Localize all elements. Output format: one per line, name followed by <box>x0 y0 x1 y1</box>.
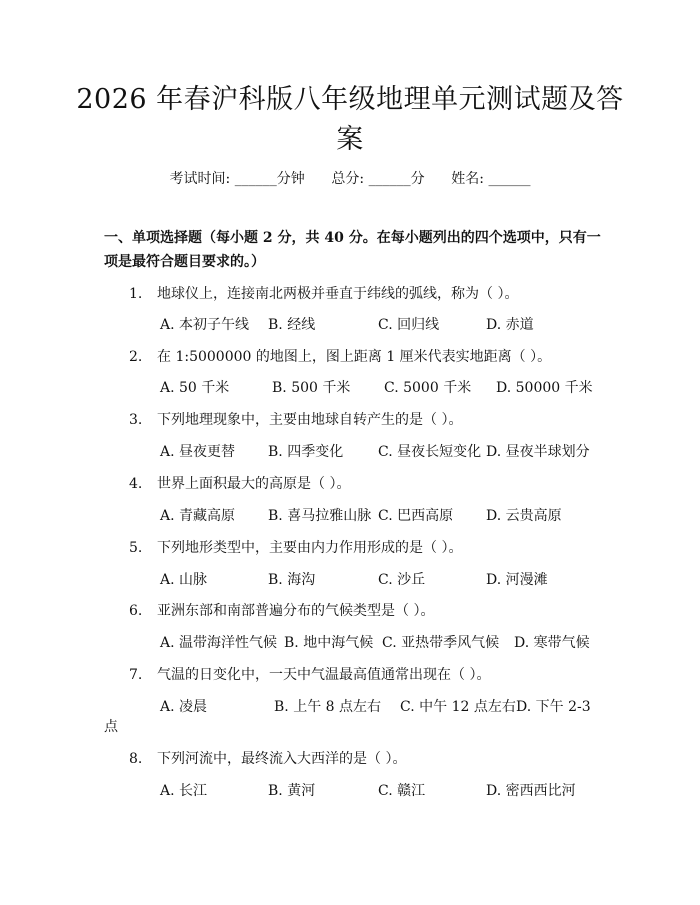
option-b[interactable]: B. 地中海气候 <box>284 635 374 651</box>
option-c[interactable]: C. 5000 千米 <box>384 380 472 396</box>
question-text: 世界上面积最大的高原是（ ）。 <box>157 476 351 492</box>
option-d[interactable]: D. 河漫滩 <box>486 572 548 588</box>
exam-meta: 考试时间: ______分钟 总分: ______分 姓名: ______ <box>169 171 531 187</box>
question-text: 下列河流中，最终流入大西洋的是（ ）。 <box>157 751 407 767</box>
option-a[interactable]: A. 凌晨 <box>160 699 208 715</box>
question-text: 亚洲东部和南部普遍分布的气候类型是（ ）。 <box>157 603 435 619</box>
question-text: 在 1:5000000 的地图上，图上距离 1 厘米代表实地距离（ ）。 <box>157 349 552 365</box>
option-b[interactable]: B. 黄河 <box>268 783 316 799</box>
title-line-2: 案 <box>336 124 364 155</box>
question-text: 气温的日变化中，一天中气温最高值通常出现在（ ）。 <box>157 667 491 683</box>
question-number: 6. <box>129 603 143 619</box>
title-line-1: 2026 年春沪科版八年级地理单元测试题及答 <box>76 84 624 115</box>
question-6 <box>129 600 434 620</box>
option-b[interactable]: B. 500 千米 <box>272 380 351 396</box>
option-b[interactable]: B. 经线 <box>268 317 316 333</box>
question-7 <box>129 664 490 684</box>
option-a[interactable]: A. 温带海洋性气候 <box>160 635 278 651</box>
option-d-wrap: 点 <box>104 719 118 735</box>
option-a[interactable]: A. 长江 <box>160 783 208 799</box>
question-number: 7. <box>129 667 143 683</box>
option-d[interactable]: D. 云贵高原 <box>486 508 562 524</box>
option-c[interactable]: C. 沙丘 <box>378 572 426 588</box>
option-d[interactable]: D. 寒带气候 <box>514 635 590 651</box>
question-text: 下列地理现象中，主要由地球自转产生的是（ ）。 <box>157 412 463 428</box>
question-text: 地球仪上，连接南北两极并垂直于纬线的弧线，称为（ ）。 <box>157 286 519 302</box>
option-c[interactable]: C. 亚热带季风气候 <box>382 635 500 651</box>
option-c[interactable]: C. 赣江 <box>378 783 426 799</box>
option-a[interactable]: A. 青藏高原 <box>160 508 236 524</box>
question-number: 8. <box>129 751 143 767</box>
option-d[interactable]: D. 昼夜半球划分 <box>486 444 590 460</box>
option-a[interactable]: A. 50 千米 <box>160 380 230 396</box>
section-heading: 一、单项选择题（每小题 2 分，共 40 分。在每小题列出的四个选项中，只有一项是最符合题目要求的。） <box>104 230 601 270</box>
option-d[interactable]: D. 50000 千米 <box>496 380 593 396</box>
question-2 <box>129 346 551 366</box>
option-c[interactable]: C. 回归线 <box>378 317 440 333</box>
question-8 <box>129 748 406 768</box>
question-number: 4. <box>129 476 143 492</box>
option-b[interactable]: B. 四季变化 <box>268 444 344 460</box>
option-a[interactable]: A. 本初子午线 <box>160 317 250 333</box>
option-d[interactable]: D. 密西西比河 <box>486 783 576 799</box>
page-title <box>0 80 700 160</box>
option-c[interactable]: C. 巴西高原 <box>378 508 454 524</box>
option-b[interactable]: B. 海沟 <box>268 572 316 588</box>
option-b[interactable]: B. 上午 8 点左右 <box>274 699 381 715</box>
question-number: 2. <box>129 349 143 365</box>
question-text: 下列地形类型中，主要由内力作用形成的是（ ）。 <box>157 540 463 556</box>
question-5 <box>129 537 462 557</box>
option-c[interactable]: C. 中午 12 点左右 <box>400 699 516 715</box>
question-number: 3. <box>129 412 143 428</box>
question-3 <box>129 409 462 429</box>
option-b[interactable]: B. 喜马拉雅山脉 <box>268 508 372 524</box>
question-number: 1. <box>129 286 143 302</box>
question-4 <box>129 473 350 493</box>
question-1 <box>129 283 518 303</box>
option-c[interactable]: C. 昼夜长短变化 <box>378 444 482 460</box>
option-a[interactable]: A. 昼夜更替 <box>160 444 236 460</box>
option-d[interactable]: D. 下午 2-3 <box>516 699 591 715</box>
question-number: 5. <box>129 540 143 556</box>
option-a[interactable]: A. 山脉 <box>160 572 208 588</box>
option-d[interactable]: D. 赤道 <box>486 317 534 333</box>
